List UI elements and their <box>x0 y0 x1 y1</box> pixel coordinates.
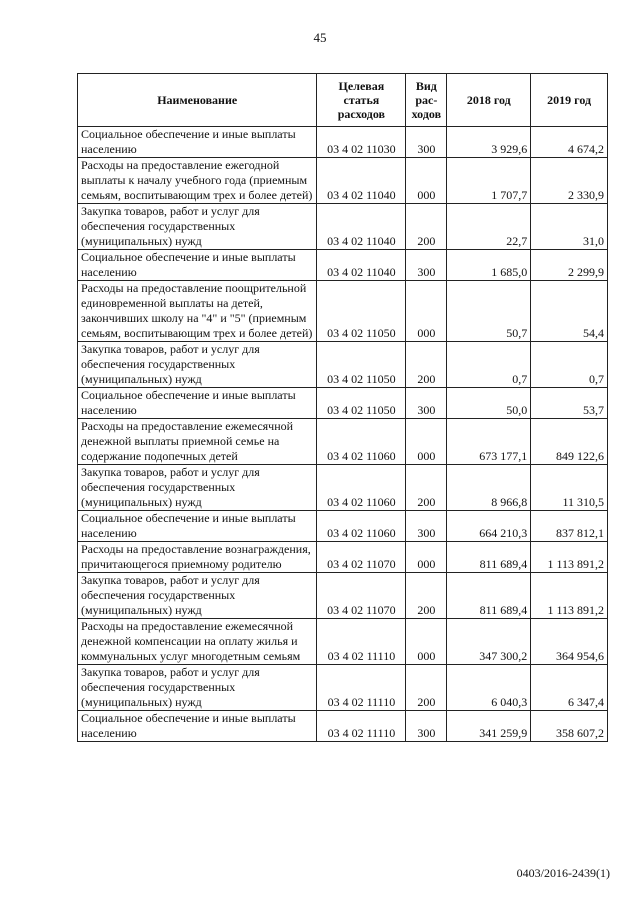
cell-y2019: 54,4 <box>531 281 608 342</box>
table-row <box>78 665 608 711</box>
cell-y2019: 1 113 891,2 <box>531 573 608 619</box>
table-row <box>78 465 608 511</box>
cell-name: Расходы на предоставление ежемесячной денежной компенсации на оплату жилья и коммунальных услуг многодетным семьям <box>78 619 317 665</box>
cell-kind: 300 <box>406 250 447 281</box>
table-row <box>78 250 608 281</box>
cell-kind: 300 <box>406 711 447 742</box>
cell-y2018: 50,7 <box>447 281 531 342</box>
table-header-row <box>78 74 608 127</box>
budget-table <box>77 73 608 742</box>
table-row <box>78 158 608 204</box>
cell-name: Расходы на предоставление ежемесячной денежной выплаты приемной семье на содержание подопечных детей <box>78 419 317 465</box>
cell-code: 03 4 02 11050 <box>317 342 406 388</box>
cell-name: Закупка товаров, работ и услуг для обеспечения государственных (муниципальных) нужд <box>78 204 317 250</box>
cell-y2018: 673 177,1 <box>447 419 531 465</box>
cell-y2018: 22,7 <box>447 204 531 250</box>
cell-y2018: 3 929,6 <box>447 127 531 158</box>
table-row <box>78 342 608 388</box>
cell-y2019: 11 310,5 <box>531 465 608 511</box>
cell-kind: 300 <box>406 127 447 158</box>
header-2019: 2019 год <box>531 74 608 127</box>
cell-kind: 000 <box>406 158 447 204</box>
cell-kind: 000 <box>406 419 447 465</box>
cell-y2019: 6 347,4 <box>531 665 608 711</box>
cell-code: 03 4 02 11070 <box>317 573 406 619</box>
cell-kind: 200 <box>406 573 447 619</box>
cell-code: 03 4 02 11040 <box>317 250 406 281</box>
table-row <box>78 573 608 619</box>
table-row <box>78 388 608 419</box>
table-row <box>78 204 608 250</box>
header-kind: Вид рас-ходов <box>406 74 447 127</box>
cell-kind: 000 <box>406 542 447 573</box>
table-row <box>78 511 608 542</box>
cell-kind: 200 <box>406 665 447 711</box>
cell-kind: 200 <box>406 465 447 511</box>
table-row <box>78 281 608 342</box>
table-row <box>78 711 608 742</box>
cell-y2018: 811 689,4 <box>447 573 531 619</box>
cell-kind: 200 <box>406 342 447 388</box>
cell-y2018: 8 966,8 <box>447 465 531 511</box>
cell-y2019: 849 122,6 <box>531 419 608 465</box>
cell-name: Закупка товаров, работ и услуг для обеспечения государственных (муниципальных) нужд <box>78 465 317 511</box>
cell-code: 03 4 02 11050 <box>317 388 406 419</box>
cell-y2018: 0,7 <box>447 342 531 388</box>
cell-y2018: 1 707,7 <box>447 158 531 204</box>
cell-y2019: 358 607,2 <box>531 711 608 742</box>
cell-code: 03 4 02 11110 <box>317 619 406 665</box>
cell-y2019: 0,7 <box>531 342 608 388</box>
page-number: 45 <box>313 30 327 45</box>
cell-name: Социальное обеспечение и иные выплаты населению <box>78 250 317 281</box>
table-row <box>78 419 608 465</box>
cell-y2019: 1 113 891,2 <box>531 542 608 573</box>
cell-kind: 300 <box>406 511 447 542</box>
cell-name: Расходы на предоставление ежегодной выплаты к началу учебного года (приемным семьям, воспитывающим трех и более детей) <box>78 158 317 204</box>
cell-name: Расходы на предоставление поощрительной единовременной выплаты на детей, закончивших школу на "4" и "5" (приемным семьям, воспитывающим трех и более детей) <box>78 281 317 342</box>
cell-y2019: 2 330,9 <box>531 158 608 204</box>
cell-y2019: 837 812,1 <box>531 511 608 542</box>
header-name: Наименование <box>78 74 317 127</box>
cell-y2018: 6 040,3 <box>447 665 531 711</box>
cell-y2019: 364 954,6 <box>531 619 608 665</box>
cell-y2019: 31,0 <box>531 204 608 250</box>
header-2018: 2018 год <box>447 74 531 127</box>
cell-code: 03 4 02 11060 <box>317 465 406 511</box>
cell-kind: 000 <box>406 281 447 342</box>
cell-code: 03 4 02 11110 <box>317 711 406 742</box>
cell-y2018: 347 300,2 <box>447 619 531 665</box>
cell-kind: 300 <box>406 388 447 419</box>
cell-y2018: 811 689,4 <box>447 542 531 573</box>
table-body <box>78 127 608 742</box>
cell-name: Расходы на предоставление вознаграждения, причитающегося приемному родителю <box>78 542 317 573</box>
cell-y2018: 1 685,0 <box>447 250 531 281</box>
table-row <box>78 542 608 573</box>
cell-code: 03 4 02 11040 <box>317 204 406 250</box>
cell-y2019: 53,7 <box>531 388 608 419</box>
cell-y2018: 341 259,9 <box>447 711 531 742</box>
cell-code: 03 4 02 11030 <box>317 127 406 158</box>
table-row <box>78 619 608 665</box>
cell-y2018: 50,0 <box>447 388 531 419</box>
cell-name: Социальное обеспечение и иные выплаты населению <box>78 511 317 542</box>
cell-name: Социальное обеспечение и иные выплаты населению <box>78 388 317 419</box>
cell-name: Закупка товаров, работ и услуг для обеспечения государственных (муниципальных) нужд <box>78 573 317 619</box>
cell-kind: 200 <box>406 204 447 250</box>
cell-name: Социальное обеспечение и иные выплаты населению <box>78 711 317 742</box>
document-id: 0403/2016-2439(1) <box>516 866 610 880</box>
cell-code: 03 4 02 11110 <box>317 665 406 711</box>
table-row <box>78 127 608 158</box>
cell-y2018: 664 210,3 <box>447 511 531 542</box>
cell-kind: 000 <box>406 619 447 665</box>
cell-code: 03 4 02 11050 <box>317 281 406 342</box>
cell-name: Социальное обеспечение и иные выплаты населению <box>78 127 317 158</box>
cell-name: Закупка товаров, работ и услуг для обеспечения государственных (муниципальных) нужд <box>78 342 317 388</box>
cell-name: Закупка товаров, работ и услуг для обеспечения государственных (муниципальных) нужд <box>78 665 317 711</box>
cell-code: 03 4 02 11070 <box>317 542 406 573</box>
cell-code: 03 4 02 11040 <box>317 158 406 204</box>
cell-y2019: 4 674,2 <box>531 127 608 158</box>
cell-y2019: 2 299,9 <box>531 250 608 281</box>
cell-code: 03 4 02 11060 <box>317 419 406 465</box>
header-code: Целевая статья расходов <box>317 74 406 127</box>
cell-code: 03 4 02 11060 <box>317 511 406 542</box>
